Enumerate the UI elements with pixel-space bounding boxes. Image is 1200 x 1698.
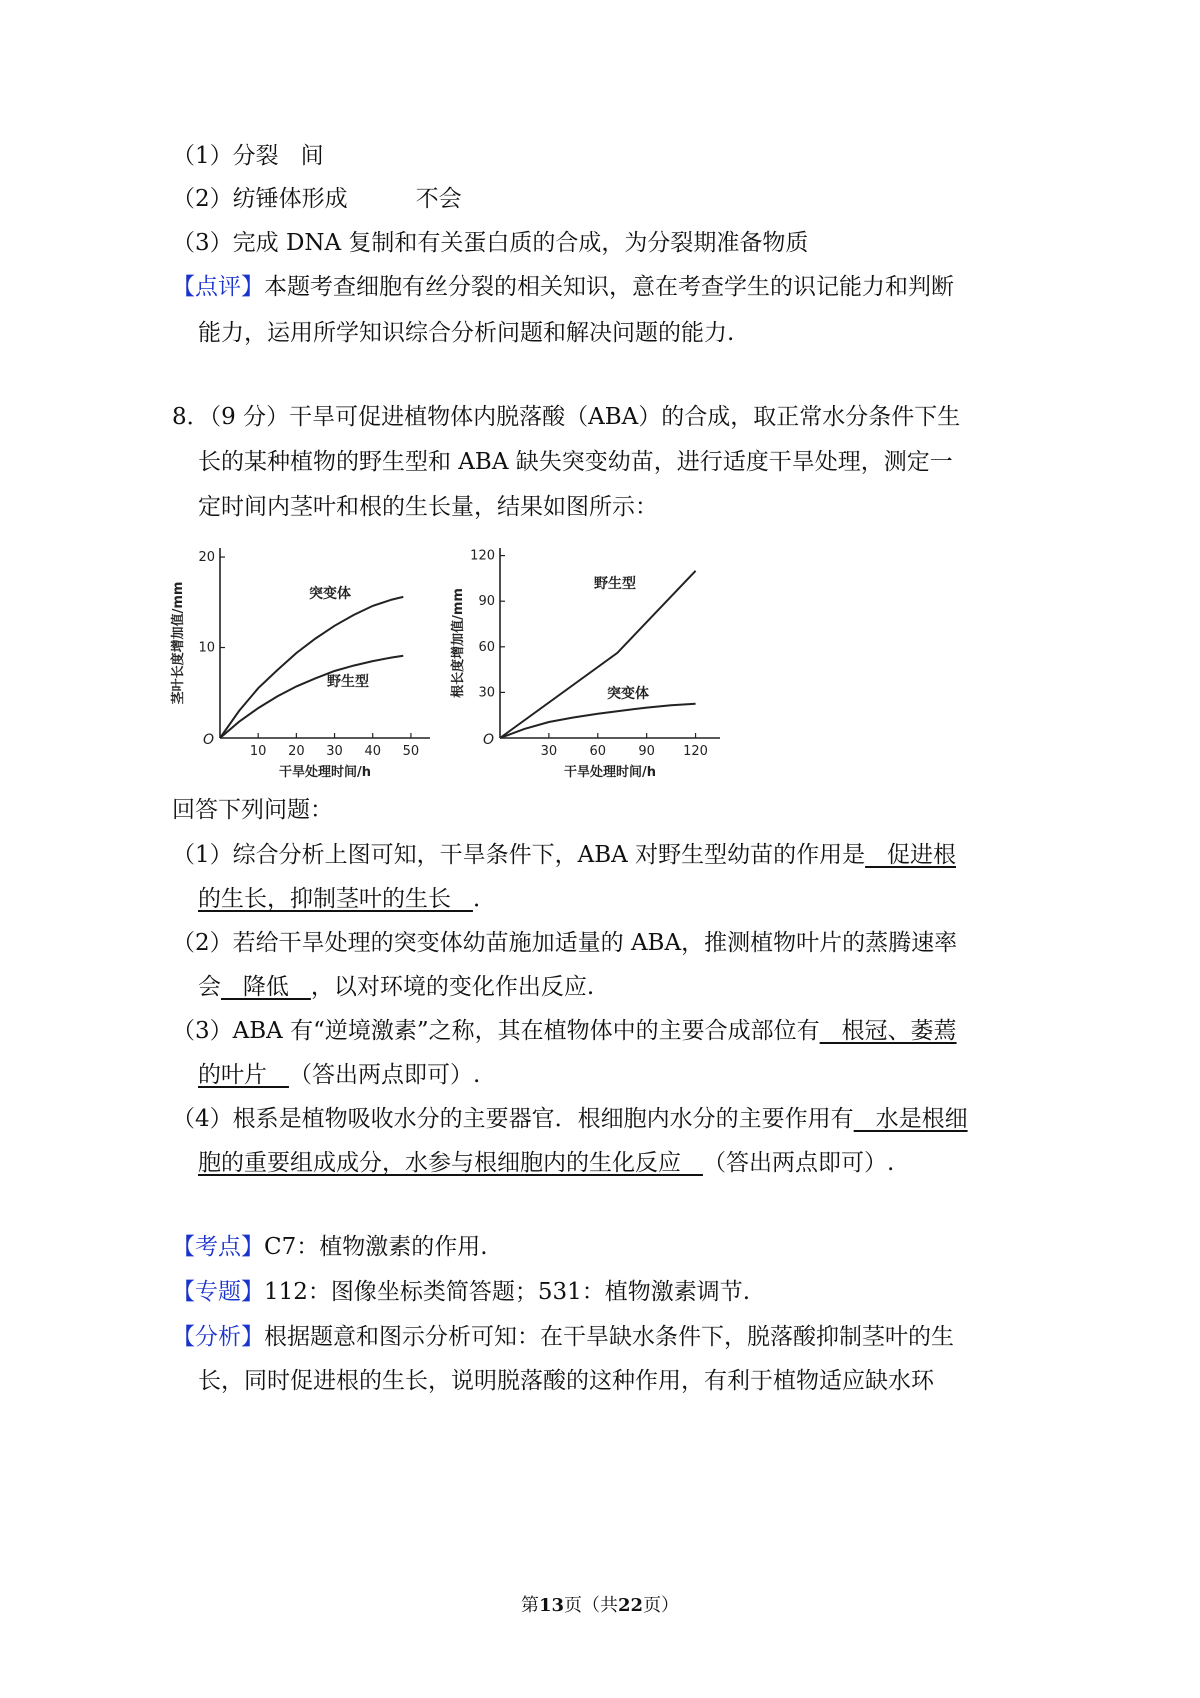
q8-sub1-line1: （1）综合分析上图可知，干旱条件下，ABA 对野生型幼苗的作用是 促进根 — [172, 842, 957, 868]
y-tick-label: 120 — [470, 548, 495, 564]
figure-charts — [160, 530, 740, 790]
y-tick-label: 20 — [198, 550, 215, 566]
q8-stem-3: 定时间内茎叶和根的生长量，结果如图所示： — [198, 494, 658, 520]
x-axis-label: 干旱处理时间/h — [278, 765, 372, 780]
answer-1b: 的生长，抑制茎叶的生长 — [198, 886, 473, 912]
kaodian-tag: 【考点】 — [172, 1234, 264, 1260]
q8-stem-1: 8．（9 分）干旱可促进植物体内脱落酸（ABA）的合成，取正常水分条件下生 — [172, 404, 961, 430]
x-tick-label: 10 — [249, 744, 267, 759]
series-label: 突变体 — [309, 586, 351, 602]
review-line-1: 【点评】本题考查细胞有丝分裂的相关知识，意在考查学生的识记能力和判断 — [172, 274, 954, 300]
q8-sub3-line1: （3）ABA 有“逆境激素”之称，其在植物体中的主要合成部位有 根冠、萎蔫 — [172, 1018, 957, 1044]
answer-2: 降低 — [221, 974, 311, 1000]
origin-label: O — [202, 732, 214, 748]
answer-1a: 促进根 — [865, 842, 957, 868]
y-axis-label: 根长度增加值/mm — [451, 588, 466, 698]
y-tick-label: 90 — [478, 594, 495, 610]
q8-sub1-line2: 的生长，抑制茎叶的生长 ． — [198, 886, 496, 912]
answer-3b: 的叶片 — [198, 1062, 289, 1088]
root-chart — [450, 548, 720, 780]
q8-sub3-line2: 的叶片 （答出两点即可）. — [198, 1062, 481, 1088]
series-label: 突变体 — [607, 686, 649, 702]
x-tick-label: 30 — [326, 744, 343, 759]
stem-leaf-chart — [170, 548, 430, 780]
answer-4a: 水是根细 — [853, 1106, 968, 1132]
page-number: 13 — [538, 1595, 564, 1616]
x-tick-label: 30 — [540, 744, 558, 759]
kaodian-line: 【考点】C7：植物激素的作用. — [172, 1234, 488, 1260]
q8-sub2-line2: 会 降低 ，以对环境的变化作出反应. — [198, 974, 595, 1000]
zhuanti-tag: 【专题】 — [172, 1279, 264, 1305]
page-total: 22 — [618, 1595, 644, 1616]
x-tick-label: 60 — [589, 744, 607, 759]
origin-label: O — [482, 732, 494, 748]
x-tick-label: 40 — [364, 744, 382, 759]
x-tick-label: 50 — [402, 744, 420, 759]
y-tick-label: 10 — [198, 640, 215, 656]
y-axis-label: 茎叶长度增加值/mm — [171, 581, 186, 705]
q8-stem-2: 长的某种植物的野生型和 ABA 缺失突变幼苗，进行适度干旱处理，测定一 — [198, 449, 953, 475]
answer-3a: 根冠、萎蔫 — [819, 1018, 957, 1044]
y-tick-label: 60 — [478, 639, 495, 655]
prev-answer-3: （3）完成 DNA 复制和有关蛋白质的合成，为分裂期准备物质 — [172, 230, 809, 256]
x-tick-label: 90 — [638, 744, 655, 759]
x-tick-label: 120 — [683, 744, 708, 759]
answer-intro: 回答下列问题： — [172, 797, 333, 823]
prev-answer-1: （1）分裂 间 — [172, 143, 324, 169]
zhuanti-line: 【专题】112：图像坐标类简答题；531：植物激素调节. — [172, 1279, 751, 1305]
x-axis-label: 干旱处理时间/h — [563, 765, 657, 780]
x-tick-label: 20 — [288, 744, 305, 759]
page-footer: 第13页（共22页） — [520, 1595, 680, 1616]
fenxi-tag: 【分析】 — [172, 1324, 264, 1350]
q8-sub4-line1: （4）根系是植物吸收水分的主要器官．根细胞内水分的主要作用有 水是根细 — [172, 1106, 968, 1132]
fenxi-line-2: 长，同时促进根的生长，说明脱落酸的这种作用，有利于植物适应缺水环 — [198, 1368, 934, 1394]
series-label: 野生型 — [594, 576, 636, 592]
answer-4b: 胞的重要组成成分，水参与根细胞内的生化反应 — [198, 1150, 703, 1176]
fenxi-line-1: 【分析】根据题意和图示分析可知：在干旱缺水条件下，脱落酸抑制茎叶的生 — [172, 1324, 954, 1350]
y-tick-label: 30 — [478, 685, 495, 701]
review-line-2: 能力，运用所学知识综合分析问题和解决问题的能力. — [198, 320, 735, 346]
q8-sub4-line2: 胞的重要组成成分，水参与根细胞内的生化反应 （答出两点即可）. — [198, 1150, 895, 1176]
series-label: 野生型 — [327, 674, 369, 690]
prev-answer-2: （2）纺锤体形成 不会 — [172, 186, 462, 212]
review-tag: 【点评】 — [172, 274, 264, 300]
q8-sub2-line1: （2）若给干旱处理的突变体幼苗施加适量的 ABA，推测植物叶片的蒸腾速率 — [172, 930, 958, 956]
series-line — [500, 704, 696, 738]
series-line — [220, 656, 403, 738]
